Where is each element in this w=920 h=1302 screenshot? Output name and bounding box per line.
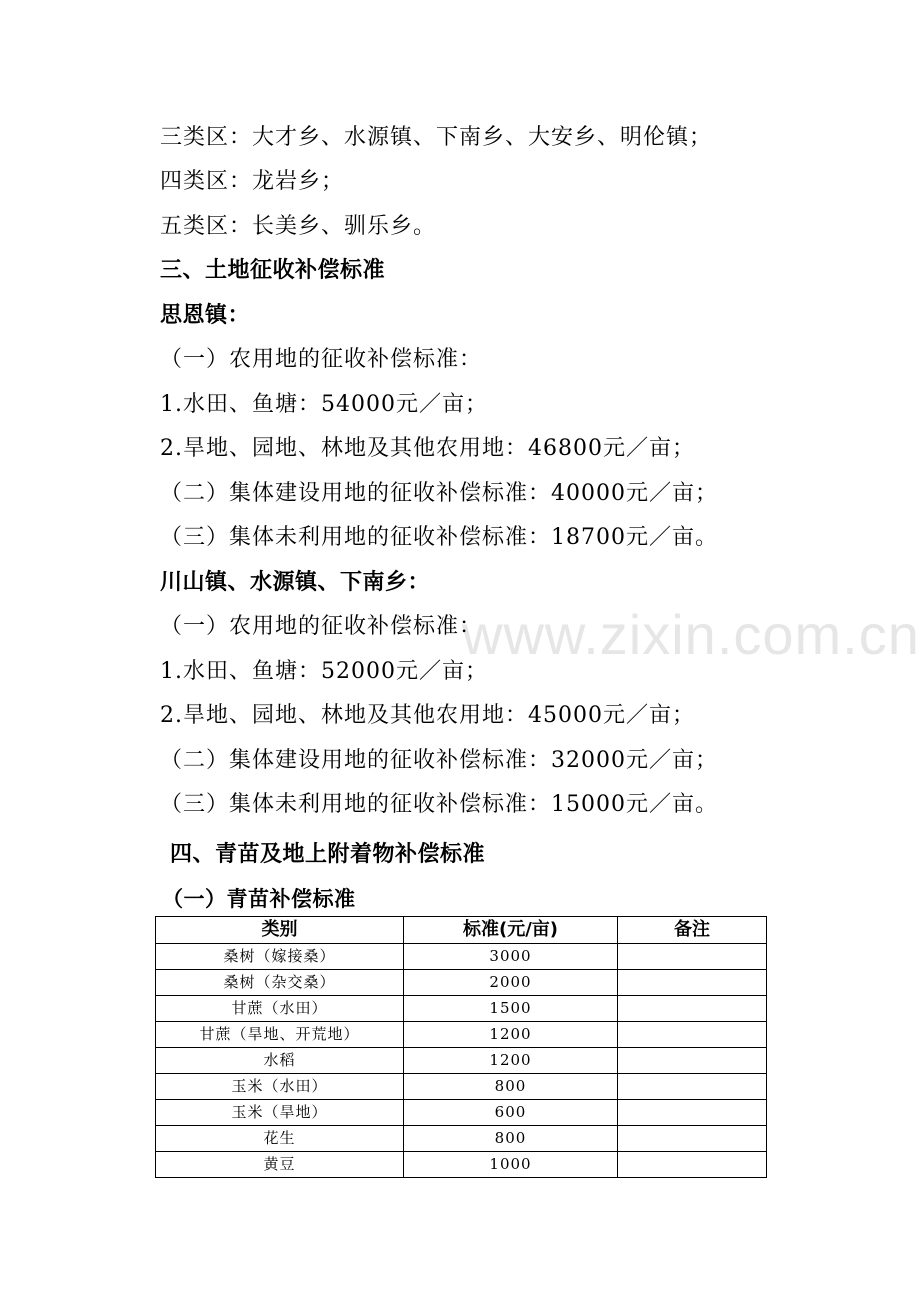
dryland-rate: 2.旱地、园地、林地及其他农用地：46800元／亩； [160,436,695,461]
construction-land-rate: （二）集体建设用地的征收补偿标准：40000元／亩； [160,481,718,506]
cell-category: 桑树（杂交桑） [156,970,404,996]
unused-land-rate: （三）集体未利用地的征收补偿标准：18700元／亩。 [160,525,718,550]
cell-standard: 1000 [404,1152,618,1178]
cell-remarks [618,1022,767,1048]
farmland-subheading-2: （一）农用地的征收补偿标准： [160,614,483,639]
paddy-rate: 1.水田、鱼塘：54000元／亩； [160,392,488,417]
zone-class-4: 四类区：龙岩乡； [160,169,345,194]
cell-remarks [618,944,767,970]
cell-remarks [618,970,767,996]
cell-standard: 600 [404,1100,618,1126]
cell-category: 甘蔗（水田） [156,996,404,1022]
section-heading-land: 三、土地征收补偿标准 [160,258,386,283]
table-row [156,1126,767,1152]
cell-standard: 3000 [404,944,618,970]
cell-standard: 800 [404,1126,618,1152]
table-header-row [156,917,767,944]
town-heading-sien: 思恩镇： [160,303,251,328]
construction-land-rate-2: （二）集体建设用地的征收补偿标准：32000元／亩； [160,748,718,773]
cell-standard: 1200 [404,1022,618,1048]
cell-remarks [618,1074,767,1100]
farmland-subheading: （一）农用地的征收补偿标准： [160,347,483,372]
crop-table-title: （一）青苗补偿标准 [162,887,356,911]
table-row [156,1048,767,1074]
crop-compensation-table [155,916,767,1178]
cell-standard: 1500 [404,996,618,1022]
paddy-rate-2: 1.水田、鱼塘：52000元／亩； [160,659,488,684]
cell-category: 桑树（嫁接桑） [156,944,404,970]
cell-remarks [618,1126,767,1152]
table-row [156,996,767,1022]
cell-standard: 800 [404,1074,618,1100]
cell-category: 玉米（旱地） [156,1100,404,1126]
section-heading-crops: 四、青苗及地上附着物补偿标准 [170,842,486,867]
dryland-rate-2: 2.旱地、园地、林地及其他农用地：45000元／亩； [160,703,695,728]
header-category: 类别 [156,917,404,944]
table-row [156,970,767,996]
cell-category: 水稻 [156,1048,404,1074]
header-standard: 标准(元/亩) [404,917,618,944]
cell-category: 黄豆 [156,1152,404,1178]
table-row [156,1152,767,1178]
town-heading-chuanshan: 川山镇、水源镇、下南乡： [160,570,431,595]
cell-remarks [618,996,767,1022]
table-row [156,944,767,970]
zone-class-3: 三类区：大才乡、水源镇、下南乡、大安乡、明伦镇； [160,125,713,150]
cell-category: 花生 [156,1126,404,1152]
cell-standard: 1200 [404,1048,618,1074]
zone-class-5: 五类区：长美乡、驯乐乡。 [160,214,437,239]
table-row [156,1074,767,1100]
header-remarks: 备注 [618,917,767,944]
cell-standard: 2000 [404,970,618,996]
cell-category: 甘蔗（旱地、开荒地） [156,1022,404,1048]
cell-category: 玉米（水田） [156,1074,404,1100]
cell-remarks [618,1100,767,1126]
watermark: www.zixin.com.cn [462,603,920,666]
cell-remarks [618,1048,767,1074]
table-row [156,1022,767,1048]
table-row [156,1100,767,1126]
cell-remarks [618,1152,767,1178]
unused-land-rate-2: （三）集体未利用地的征收补偿标准：15000元／亩。 [160,792,718,817]
